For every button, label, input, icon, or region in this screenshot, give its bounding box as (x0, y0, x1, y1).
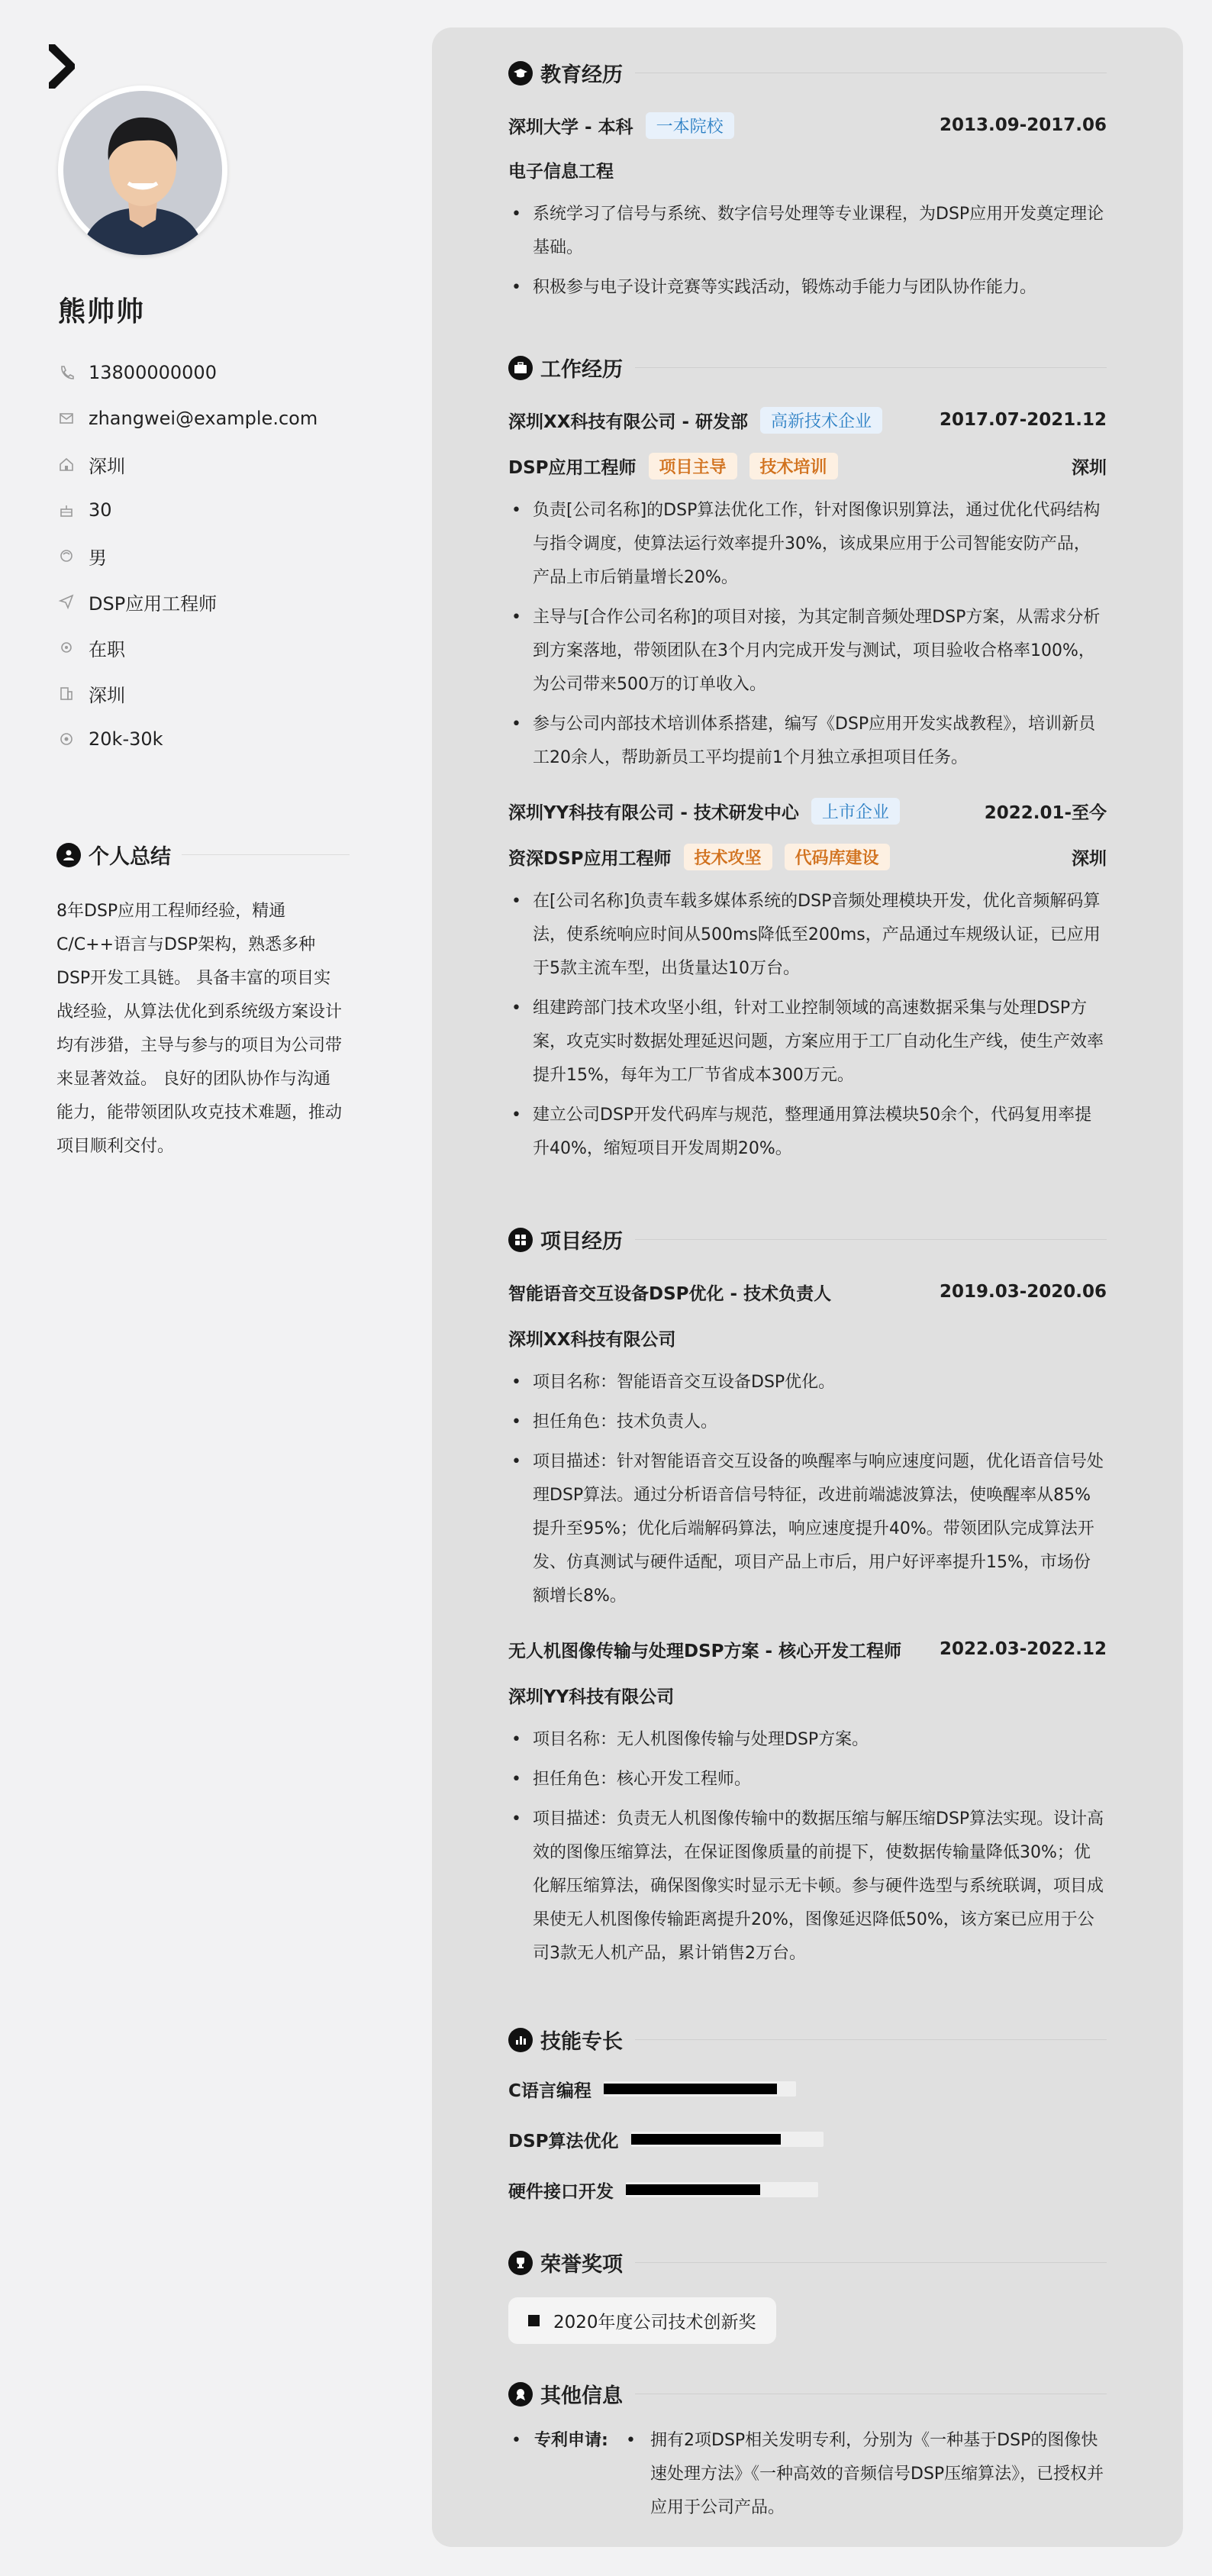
list-item: • 在[公司名称]负责车载多媒体系统的DSP音频处理模块开发，优化音频解码算法，使系统响应时间从500ms降低至200ms，产品通过车规级认证，已应用于5款主流车型，出货量达10万台。 (508, 885, 1107, 986)
project-company-row (508, 1677, 1107, 1712)
divider (635, 1239, 1107, 1240)
money-icon (58, 731, 75, 747)
info-position (58, 579, 318, 625)
project-name: 无人机图像传输与处理DSP方案 - 核心开发工程师 (508, 1641, 902, 1661)
divider (635, 367, 1107, 368)
list-item: • 担任角色：核心开发工程师。 (508, 1763, 1107, 1796)
project-bullets (508, 1366, 1107, 1613)
company-tag: 高新技术企业 (760, 407, 882, 434)
profile-name: 熊帅帅 (58, 296, 146, 328)
cake-icon (58, 502, 75, 518)
education-title (508, 58, 1107, 88)
logo-icon (47, 41, 82, 92)
job-bullets (508, 885, 1107, 1166)
briefcase-icon (508, 356, 533, 380)
gender-icon (58, 547, 75, 564)
send-icon (58, 593, 75, 610)
company-tag: 上市企业 (811, 798, 900, 825)
awards-section (508, 2248, 1107, 2344)
job-date: 2022.01-至今 (984, 802, 1107, 823)
other-section (508, 2379, 1107, 2525)
bullet-dot: • (511, 2431, 521, 2450)
role-tag: 代码库建设 (785, 844, 890, 870)
list-item: • 项目描述：针对智能语音交互设备的唤醒率与响应速度问题，优化语音信号处理DSP算法。通过分析语音信号特征，改进前端滤波算法，使唤醒率从85%提升至95%；优化后端解码算法，响应速度提升40%。带领团队完成算法开发、仿真测试与硬件适配，项目产品上市后，用户好评率提升15%，市场份额增长8%。 (508, 1445, 1107, 1613)
job-role-row (508, 448, 1107, 483)
info-age (58, 487, 318, 533)
patent-row (508, 2424, 1107, 2525)
status-icon (58, 639, 75, 656)
work-title (508, 353, 1107, 383)
info-salary (58, 716, 318, 762)
info-email-value: zhangwei@example.com (89, 408, 318, 429)
divider (635, 2039, 1107, 2040)
job-role-row (508, 839, 1107, 874)
skill-bar (604, 2081, 796, 2097)
patent-label: 专利申请: (534, 2431, 608, 2450)
work-section (508, 353, 1107, 1172)
info-email[interactable] (58, 395, 318, 441)
info-gender (58, 533, 318, 579)
home-icon (58, 456, 75, 473)
grid-icon (508, 1228, 533, 1252)
skills-title-text: 技能专长 (540, 2030, 623, 2054)
projects-title-text: 项目经历 (540, 1230, 623, 1254)
list-item: • 项目名称：智能语音交互设备DSP优化。 (508, 1366, 1107, 1399)
education-title-text: 教育经历 (540, 63, 623, 87)
info-phone[interactable] (58, 350, 318, 395)
square-icon (528, 2315, 540, 2326)
summary-title-text: 个人总结 (89, 845, 171, 869)
project-company: 深圳YY科技有限公司 (508, 1687, 675, 1707)
info-phone-value: 13800000000 (89, 362, 217, 383)
job-company: 深圳XX科技有限公司 - 研发部 (508, 412, 749, 432)
skill-row (508, 2064, 1107, 2114)
awards-title-text: 荣誉奖项 (540, 2253, 623, 2277)
list-item: • 建立公司DSP开发代码库与规范，整理通用算法模块50余个，代码复用率提升40%，缩短项目开发周期20%。 (508, 1099, 1107, 1166)
award-icon (508, 2382, 533, 2407)
phone-icon (58, 364, 75, 381)
project-company: 深圳XX科技有限公司 (508, 1329, 676, 1350)
info-gender-value: 男 (89, 547, 107, 569)
awards-title (508, 2248, 1107, 2277)
info-salary-value: 20k-30k (89, 728, 163, 750)
list-item: • 组建跨部门技术攻坚小组，针对工业控制领域的高速数据采集与处理DSP方案，攻克实时数据处理延迟问题，方案应用于工厂自动化生产线，使生产效率提升15%，每年为工厂节省成本300万元。 (508, 992, 1107, 1093)
info-location (58, 441, 318, 487)
skill-fill (631, 2134, 782, 2145)
divider (182, 854, 350, 855)
skill-name: C语言编程 (508, 2080, 591, 2101)
job-city: 深圳 (1072, 457, 1107, 478)
mail-icon (58, 410, 75, 427)
job-city: 深圳 (1072, 848, 1107, 869)
other-title-text: 其他信息 (540, 2384, 623, 2408)
project-date: 2019.03-2020.06 (939, 1282, 1107, 1302)
education-bullets (508, 198, 1107, 305)
list-item: • 项目描述：负责无人机图像传输中的数据压缩与解压缩DSP算法实现。设计高效的图像压缩算法，在保证图像质量的前提下，使数据传输量降低30%；优化解压缩算法，确保图像实时显示无卡顿。参与硬件选型与系统联调，项目成果使无人机图像传输距离提升20%，图像延迟降低50%，该方案已应用于公司3款无人机产品，累计销售2万台。 (508, 1803, 1107, 1971)
role-tag: 技术攻坚 (684, 844, 772, 870)
job-header (508, 402, 1107, 437)
project-name: 智能语音交互设备DSP优化 - 技术负责人 (508, 1283, 832, 1304)
graduation-cap-icon (508, 61, 533, 86)
info-position-value: DSP应用工程师 (89, 592, 218, 615)
list-item: • 主导与[合作公司名称]的项目对接，为其定制音频处理DSP方案，从需求分析到方案落地，带领团队在3个月内完成开发与测试，项目验收合格率100%，为公司带来500万的订单收入。 (508, 601, 1107, 702)
avatar (58, 86, 227, 255)
school-name: 深圳大学 - 本科 (508, 117, 633, 137)
building-icon (58, 685, 75, 702)
school-tag: 一本院校 (646, 112, 734, 139)
skill-bar (631, 2132, 824, 2147)
skills-title (508, 2025, 1107, 2055)
education-section (508, 58, 1107, 311)
user-icon (56, 843, 81, 867)
summary-section-title (56, 840, 350, 870)
role-tag: 技术培训 (749, 453, 838, 479)
skill-name: 硬件接口开发 (508, 2181, 614, 2202)
info-location-value: 深圳 (89, 455, 125, 477)
award-text: 2020年度公司技术创新奖 (553, 2313, 756, 2332)
list-item: • 系统学习了信号与系统、数字信号处理等专业课程，为DSP应用开发奠定理论基础。 (508, 198, 1107, 265)
divider (635, 2262, 1107, 2263)
summary-text: 8年DSP应用工程师经验，精通C/C++语言与DSP架构，熟悉多种DSP开发工具链。 具备丰富的项目实战经验，从算法优化到系统级方案设计均有涉猎，主导与参与的项目为公司带来显著效益。 良好的团队协作与沟通能力，能带领团队攻克技术难题，推动项目顺利交付。 (56, 902, 343, 1156)
info-status (58, 625, 318, 670)
chart-icon (508, 2028, 533, 2052)
info-age-value: 30 (89, 499, 112, 521)
job-header (508, 793, 1107, 828)
education-major-row (508, 152, 1107, 187)
list-item: • 负责[公司名称]的DSP算法优化工作，针对图像识别算法，通过优化代码结构与指令调度，使算法运行效率提升30%，该成果应用于公司智能安防产品，产品上市后销量增长20%。 (508, 494, 1107, 595)
projects-section (508, 1225, 1107, 1977)
info-status-value: 在职 (89, 638, 125, 660)
project-company-row (508, 1320, 1107, 1355)
work-title-text: 工作经历 (540, 358, 623, 382)
contact-info-list (58, 350, 318, 762)
role-tag: 项目主导 (649, 453, 737, 479)
skill-fill (604, 2084, 777, 2094)
education-header (508, 108, 1107, 143)
job-company: 深圳YY科技有限公司 - 技术研发中心 (508, 802, 799, 823)
skill-name: DSP算法优化 (508, 2131, 619, 2152)
award-chip (508, 2297, 776, 2344)
list-item: • 积极参与电子设计竞赛等实践活动，锻炼动手能力与团队协作能力。 (508, 271, 1107, 305)
job-bullets (508, 494, 1107, 775)
job-role: DSP应用工程师 (508, 457, 637, 478)
job-date: 2017.07-2021.12 (939, 410, 1107, 430)
skill-fill (626, 2184, 760, 2195)
bullet-dot: • (626, 2431, 636, 2450)
list-item: • 参与公司内部技术培训体系搭建，编写《DSP应用开发实战教程》，培训新员工20余人，帮助新员工平均提前1个月独立承担项目任务。 (508, 708, 1107, 775)
project-bullets (508, 1723, 1107, 1971)
trophy-icon (508, 2251, 533, 2275)
patent-text: 拥有2项DSP相关发明专利，分别为《一种基于DSP的图像快速处理方法》《一种高效的音频信号DSP压缩算法》，已授权并应用于公司产品。 (650, 2431, 1104, 2517)
skill-row (508, 2114, 1107, 2164)
other-title (508, 2379, 1107, 2409)
project-header (508, 1632, 1107, 1667)
info-work-city (58, 670, 318, 716)
skill-row (508, 2164, 1107, 2215)
projects-title (508, 1225, 1107, 1254)
education-date: 2013.09-2017.06 (939, 115, 1107, 135)
education-major: 电子信息工程 (508, 161, 614, 182)
info-work-city-value: 深圳 (89, 684, 125, 706)
skills-section (508, 2025, 1107, 2215)
list-item: • 担任角色：技术负责人。 (508, 1406, 1107, 1439)
project-date: 2022.03-2022.12 (939, 1639, 1107, 1659)
skill-bar (626, 2182, 818, 2197)
job-role: 资深DSP应用工程师 (508, 848, 672, 869)
list-item: • 项目名称：无人机图像传输与处理DSP方案。 (508, 1723, 1107, 1757)
project-header (508, 1274, 1107, 1309)
